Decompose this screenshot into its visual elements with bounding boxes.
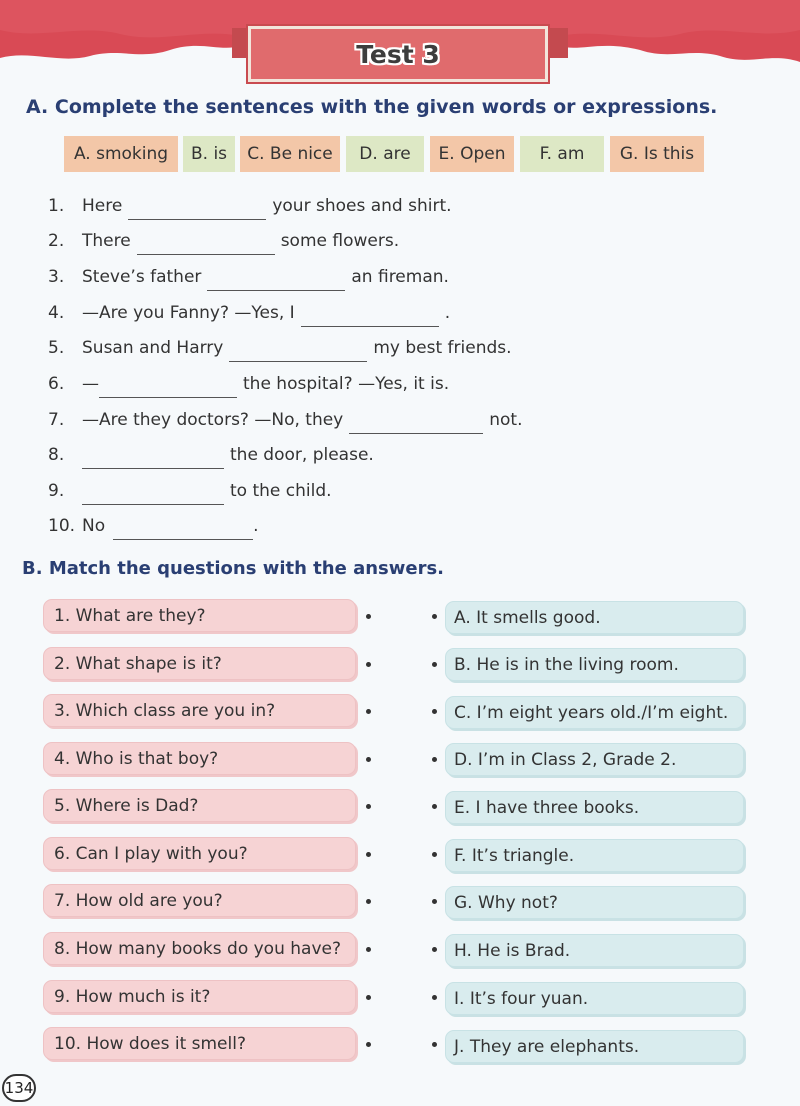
- answer-blank[interactable]: [137, 236, 275, 255]
- sentence-number: 1.: [48, 196, 65, 216]
- word-bank-chip: D. are: [346, 136, 424, 172]
- answer-pill[interactable]: B. He is in the living room.: [445, 648, 744, 681]
- sentence-text-after: .: [444, 303, 451, 323]
- sentence-number: 8.: [48, 445, 65, 465]
- match-dot-right[interactable]: [432, 995, 437, 1000]
- sentence-item: [48, 400, 522, 430]
- sentence-item: [48, 364, 449, 394]
- match-dot-left[interactable]: [366, 852, 371, 857]
- sentence-text-after: some flowers.: [280, 231, 400, 251]
- sentence-number: 3.: [48, 267, 65, 287]
- answer-pill[interactable]: G. Why not?: [445, 886, 744, 919]
- answer-blank[interactable]: [207, 272, 345, 291]
- question-pill[interactable]: 7. How old are you?: [43, 884, 356, 917]
- sentence-item: [48, 506, 259, 536]
- sentence-item: [48, 328, 512, 358]
- answer-pill[interactable]: F. It’s triangle.: [445, 839, 744, 872]
- section-b-heading: B. Match the questions with the answers.: [22, 558, 445, 579]
- answer-blank[interactable]: [82, 450, 224, 469]
- sentence-number: 9.: [48, 481, 65, 501]
- sentence-text-before: Steve’s father: [82, 267, 202, 287]
- answer-pill[interactable]: H. He is Brad.: [445, 934, 744, 967]
- sentence-text-before: —Are you Fanny? —Yes, I: [82, 303, 295, 323]
- match-dot-right[interactable]: [432, 947, 437, 952]
- sentence-text-after: not.: [489, 410, 523, 430]
- match-dot-left[interactable]: [366, 662, 371, 667]
- answer-blank[interactable]: [349, 415, 483, 434]
- answer-pill[interactable]: I. It’s four yuan.: [445, 982, 744, 1015]
- ribbon-right-tail: [548, 28, 568, 58]
- match-dot-left[interactable]: [366, 995, 371, 1000]
- word-bank-chip: G. Is this: [610, 136, 704, 172]
- sentence-text-before: Susan and Harry: [82, 338, 224, 358]
- word-bank-chip: B. is: [183, 136, 235, 172]
- sentence-item: [48, 471, 332, 501]
- word-bank-chip: E. Open: [430, 136, 514, 172]
- answer-blank[interactable]: [82, 486, 224, 505]
- word-bank-chip: C. Be nice: [240, 136, 340, 172]
- sentence-text-after: to the child.: [230, 481, 332, 501]
- answer-blank[interactable]: [128, 201, 266, 220]
- match-dot-left[interactable]: [366, 709, 371, 714]
- sentence-number: 4.: [48, 303, 65, 323]
- match-dot-right[interactable]: [432, 709, 437, 714]
- sentence-item: [48, 186, 452, 216]
- answer-blank[interactable]: [99, 379, 237, 398]
- sentence-number: 7.: [48, 410, 65, 430]
- question-pill[interactable]: 10. How does it smell?: [43, 1027, 356, 1060]
- sentence-number: 5.: [48, 338, 65, 358]
- answer-pill[interactable]: D. I’m in Class 2, Grade 2.: [445, 743, 744, 776]
- word-bank-chip: A. smoking: [64, 136, 178, 172]
- sentence-text-before: —: [82, 374, 99, 394]
- match-dot-left[interactable]: [366, 947, 371, 952]
- sentence-item: [48, 257, 449, 287]
- question-pill[interactable]: 2. What shape is it?: [43, 647, 356, 680]
- match-dot-left[interactable]: [366, 1042, 371, 1047]
- match-dot-right[interactable]: [432, 1042, 437, 1047]
- match-dot-right[interactable]: [432, 852, 437, 857]
- sentence-number: 10.: [48, 516, 76, 536]
- sentence-text-before: —Are they doctors? —No, they: [82, 410, 344, 430]
- page-title-text: Test 3: [356, 39, 440, 69]
- sentence-text-before: No: [82, 516, 106, 536]
- sentence-text-before: Here: [82, 196, 123, 216]
- word-bank-chip: F. am: [520, 136, 604, 172]
- sentence-text-after: my best friends.: [373, 338, 512, 358]
- page-number: 134: [2, 1074, 36, 1102]
- answer-blank[interactable]: [113, 521, 253, 540]
- match-dot-right[interactable]: [432, 899, 437, 904]
- answer-pill[interactable]: J. They are elephants.: [445, 1030, 744, 1063]
- answer-pill[interactable]: A. It smells good.: [445, 601, 744, 634]
- question-pill[interactable]: 1. What are they?: [43, 599, 356, 632]
- match-dot-left[interactable]: [366, 757, 371, 762]
- match-dot-right[interactable]: [432, 614, 437, 619]
- sentence-item: [48, 221, 399, 251]
- answer-blank[interactable]: [301, 308, 439, 327]
- question-pill[interactable]: 3. Which class are you in?: [43, 694, 356, 727]
- answer-pill[interactable]: C. I’m eight years old./I’m eight.: [445, 696, 744, 729]
- match-dot-left[interactable]: [366, 899, 371, 904]
- sentence-text-after: .: [253, 516, 259, 536]
- answer-pill[interactable]: E. I have three books.: [445, 791, 744, 824]
- page-title: [248, 26, 548, 82]
- sentence-text-after: the door, please.: [230, 445, 374, 465]
- question-pill[interactable]: 6. Can I play with you?: [43, 837, 356, 870]
- question-pill[interactable]: 5. Where is Dad?: [43, 789, 356, 822]
- sentence-text-after: the hospital? —Yes, it is.: [243, 374, 450, 394]
- sentence-item: [48, 435, 374, 465]
- sentence-text-after: an fireman.: [351, 267, 449, 287]
- answer-blank[interactable]: [229, 343, 367, 362]
- sentence-number: 6.: [48, 374, 65, 394]
- match-dot-right[interactable]: [432, 662, 437, 667]
- match-dot-left[interactable]: [366, 614, 371, 619]
- match-dot-right[interactable]: [432, 757, 437, 762]
- sentence-number: 2.: [48, 231, 65, 251]
- section-a-heading: A. Complete the sentences with the given words or expressions.: [26, 96, 718, 118]
- sentence-text-before: There: [82, 231, 131, 251]
- question-pill[interactable]: 4. Who is that boy?: [43, 742, 356, 775]
- question-pill[interactable]: 9. How much is it?: [43, 980, 356, 1013]
- sentence-text-after: your shoes and shirt.: [272, 196, 452, 216]
- match-dot-right[interactable]: [432, 804, 437, 809]
- match-dot-left[interactable]: [366, 804, 371, 809]
- question-pill[interactable]: 8. How many books do you have?: [43, 932, 356, 965]
- sentence-item: [48, 293, 450, 323]
